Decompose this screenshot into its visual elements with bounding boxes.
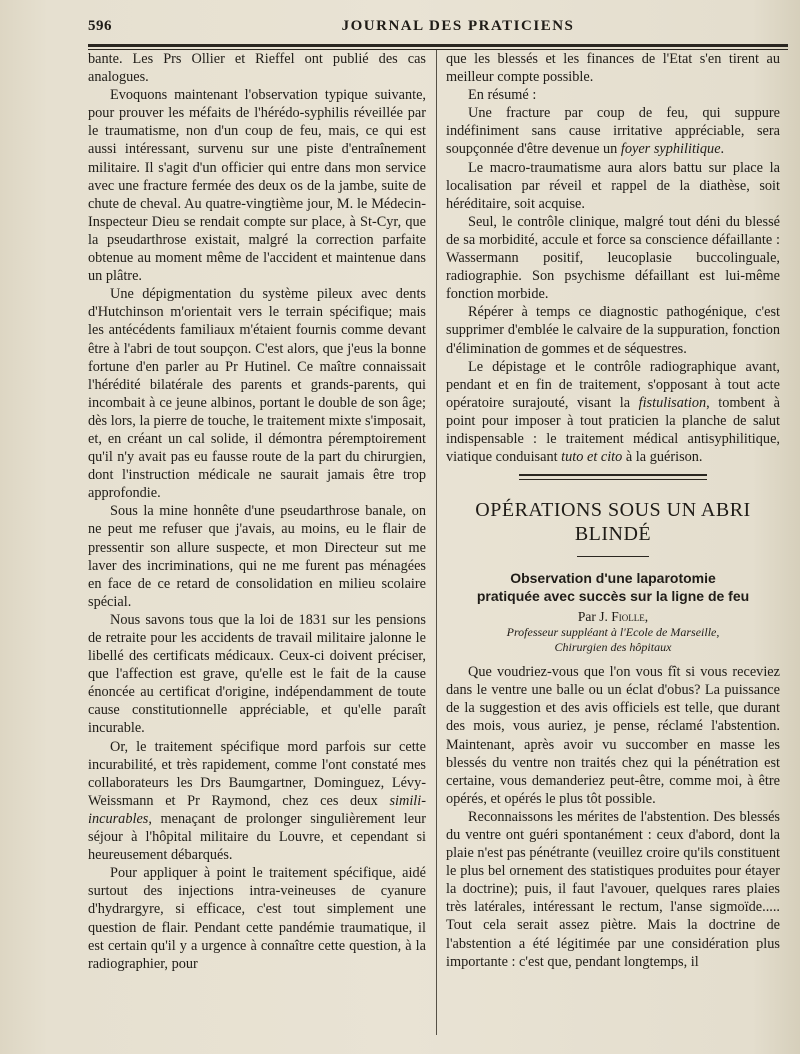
- paragraph: Evoquons maintenant l'observation typique suivante, pour prouver les méfaits de l'hérédo-syphilis réveillée par le traumatisme, non d'un coup de feu, mais, ce qui est aussi intéressant, survenu sur une piste d'entraînement militaire. Il s'agit d'un officier qui entre dans mon service avec une fracture fermée des deux os de la jambe, suite de chute de cheval. Au quatre-vingtième jour, M. le Médecin-Inspecteur Dieu se rendait compte sur place, à St-Cyr, que la pseudarthrose existait, malgré la correction parfaite obtenue au moment même de l'accident et maintenue dans un plâtre.: [88, 87, 426, 285]
- title-rule: [577, 556, 649, 557]
- paragraph: Que voudriez-vous que l'on vous fît si vous receviez dans le ventre une balle ou un éclat d'obus? La puissance de la suggestion et des avis officiels est telle, que durant des mois, vous auriez, je pense, réclamé l'abstention. Maintenant, après avoir vu succomber en masse les blessés du ventre non traités chez qui la pénétration est certaine, vous demanderiez peut-être, comme moi, à être opérés, et opérés le plus tôt possible.: [446, 664, 780, 807]
- paragraph: Répérer à temps ce diagnostic pathogénique, c'est supprimer d'emblée le calvaire de la suppuration, fonction d'élimination de gommes et de séquestres.: [446, 304, 780, 357]
- paragraph: [446, 104, 780, 158]
- page-number: 596: [88, 18, 112, 34]
- byline-prefix: Par J.: [577, 609, 608, 625]
- left-column: [88, 50, 426, 973]
- byline: [446, 608, 780, 625]
- italic-term: tuto et cito: [561, 449, 623, 466]
- spacer: [446, 655, 780, 663]
- italic-term: foyer syphilitique: [620, 141, 721, 158]
- paragraph: [446, 358, 780, 467]
- paragraph: Reconnaissons les mérites de l'abstention. Des blessés du ventre ont guéri spontanément : ceux d'abord, dont la plaie n'est pas pénétrante (veuillez croire qu'ils constituent le plus bel ornement des statistiques produites pour étayer la doctrine); puis, il faut l'avouer, quelques rares plaies très latérales, intéressant le rectum, l'anse sigmoïde..... Tout cela serait assez piètre. Mais la doctrine de l'abstention a été légitimée par une considération plus importante : c'est que, pendant longtemps, il: [446, 808, 780, 970]
- section-separator: [446, 474, 780, 480]
- affiliation-line-1: Professeur suppléant à l'Ecole de Marseille,: [506, 625, 720, 640]
- paragraph: Pour appliquer à point le traitement spécifique, aidé surtout des injections intra-veineuses de cyanure d'hydrargyre, si efficace, c'est tout simplement une question de flair. Pendant cette pandémie traumatique, il est certain qu'il y a urgence à connaître cette question, à la radiographier, pour: [88, 865, 426, 972]
- separator-rule-thin: [519, 479, 707, 480]
- text-run: , menaçant de prolonger singulièrement leur séjour à l'hôpital militaire du Louvre, et cependant si heureusement débarqués.: [88, 810, 426, 864]
- text-run: Le dépistage et le contrôle radiographique avant, pendant et en fin de traitement, s'opposant à tout acte opératoire surajouté, visant la: [446, 358, 780, 411]
- separator-rule-thick: [519, 474, 707, 476]
- paragraph: que les blessés et les finances de l'Etat s'en tirent au meilleur compte possible.: [446, 51, 780, 86]
- journal-title: JOURNAL DES PRATICIENS: [341, 18, 575, 34]
- section-title: OPÉRATIONS SOUS UN ABRI BLINDÉ: [475, 499, 751, 546]
- paragraph: Seul, le contrôle clinique, malgré tout déni du blessé de sa morbidité, accule et force sa conscience défaillante : Wassermann positif, leucoplasie buccolinguale, radiographie. Son psychisme défaillant est lui-même fonction morbide.: [446, 213, 780, 303]
- paragraph: [88, 738, 426, 865]
- text-run: Une fracture par coup de feu, qui suppure indéfiniment sans cause irritative appréciable, sera soupçonnée d'être devenue un: [446, 105, 780, 158]
- article-title-line-2: pratiquée avec succès sur la ligne de feu: [476, 588, 750, 605]
- paragraph: Le macro-traumatisme aura alors battu sur place la localisation par réveil et rappel de la diathèse, soit héréditaire, soit acquise.: [446, 159, 780, 212]
- text-run: à la guérison.: [622, 449, 703, 466]
- page-header: [88, 10, 788, 40]
- right-column: [446, 50, 780, 971]
- header-rule: [88, 44, 788, 47]
- paragraph: bante. Les Prs Ollier et Rieffel ont publié des cas analogues.: [88, 51, 426, 86]
- article-title-line-1: Observation d'une laparotomie: [510, 570, 716, 587]
- text-run: .: [720, 141, 725, 158]
- paragraph: Sous la mine honnête d'une pseudarthrose banale, on ne peut me refuser que j'avais, au moins, eu le flair de pressentir son allure suspecte, et mon Directeur sut me laver des incriminations, qui ne me furent pas ménagées en face de ce retard de consolidation en milieu scolaire spécial.: [88, 503, 426, 610]
- italic-term: simili-incurables: [88, 792, 426, 827]
- italic-term: fistulisation: [638, 394, 707, 411]
- paragraph: Nous savons tous que la loi de 1831 sur les pensions de retraite pour les accidents de travail militaire jalonne le libellé des certificats médicaux. Ceux-ci doivent préciser, que l'affection est grave, qu'elle est le fait de la cause énoncée au certificat d'origine, indépendamment de toute cause constitutionnelle appréciable, et qu'elle paraît incurable.: [88, 611, 426, 737]
- text-run: , tombent à point pour imposer à tout praticien la planche de salut indispensable : le traitement médical antisyphilitique, viatique conduisant: [446, 394, 780, 466]
- affiliation-line-2: Chirurgien des hôpitaux: [554, 640, 672, 655]
- paragraph: Une dépigmentation du système pileux avec dents d'Hutchinson m'orientait vers le terrain spécifique; mais les antécédents familiaux m'étaient fournis comme devant être à l'abri de tout soupçon. C'est alors, que j'eus la bonne fortune d'en parler au Pr Hutinel. Ce maître connaissait l'hérédité bilatérale des parents et grands-parents, qui incombait à ce jeune albinos, portant le double de son âge; dès lors, la pierre de touche, le traitement mixte s'imposait, et, en créant un cal solide, il démontra péremptoirement qu'il n'y avait pas eu fausse route de la part du chirurgien, dont l'instruction médicale ne saurait jamais être trop approfondie.: [88, 286, 426, 502]
- column-divider: [436, 50, 437, 1035]
- paragraph: En résumé :: [468, 87, 537, 104]
- text-run: Or, le traitement spécifique mord parfois sur cette incurabilité, et très rapidement, comme l'ont constaté mes collaborateurs les Drs Baumgartner, Dominguez, Lévy-Weissmann et Pr Raymond, chez ces deux: [88, 738, 426, 809]
- author-name: Fiolle,: [611, 609, 649, 625]
